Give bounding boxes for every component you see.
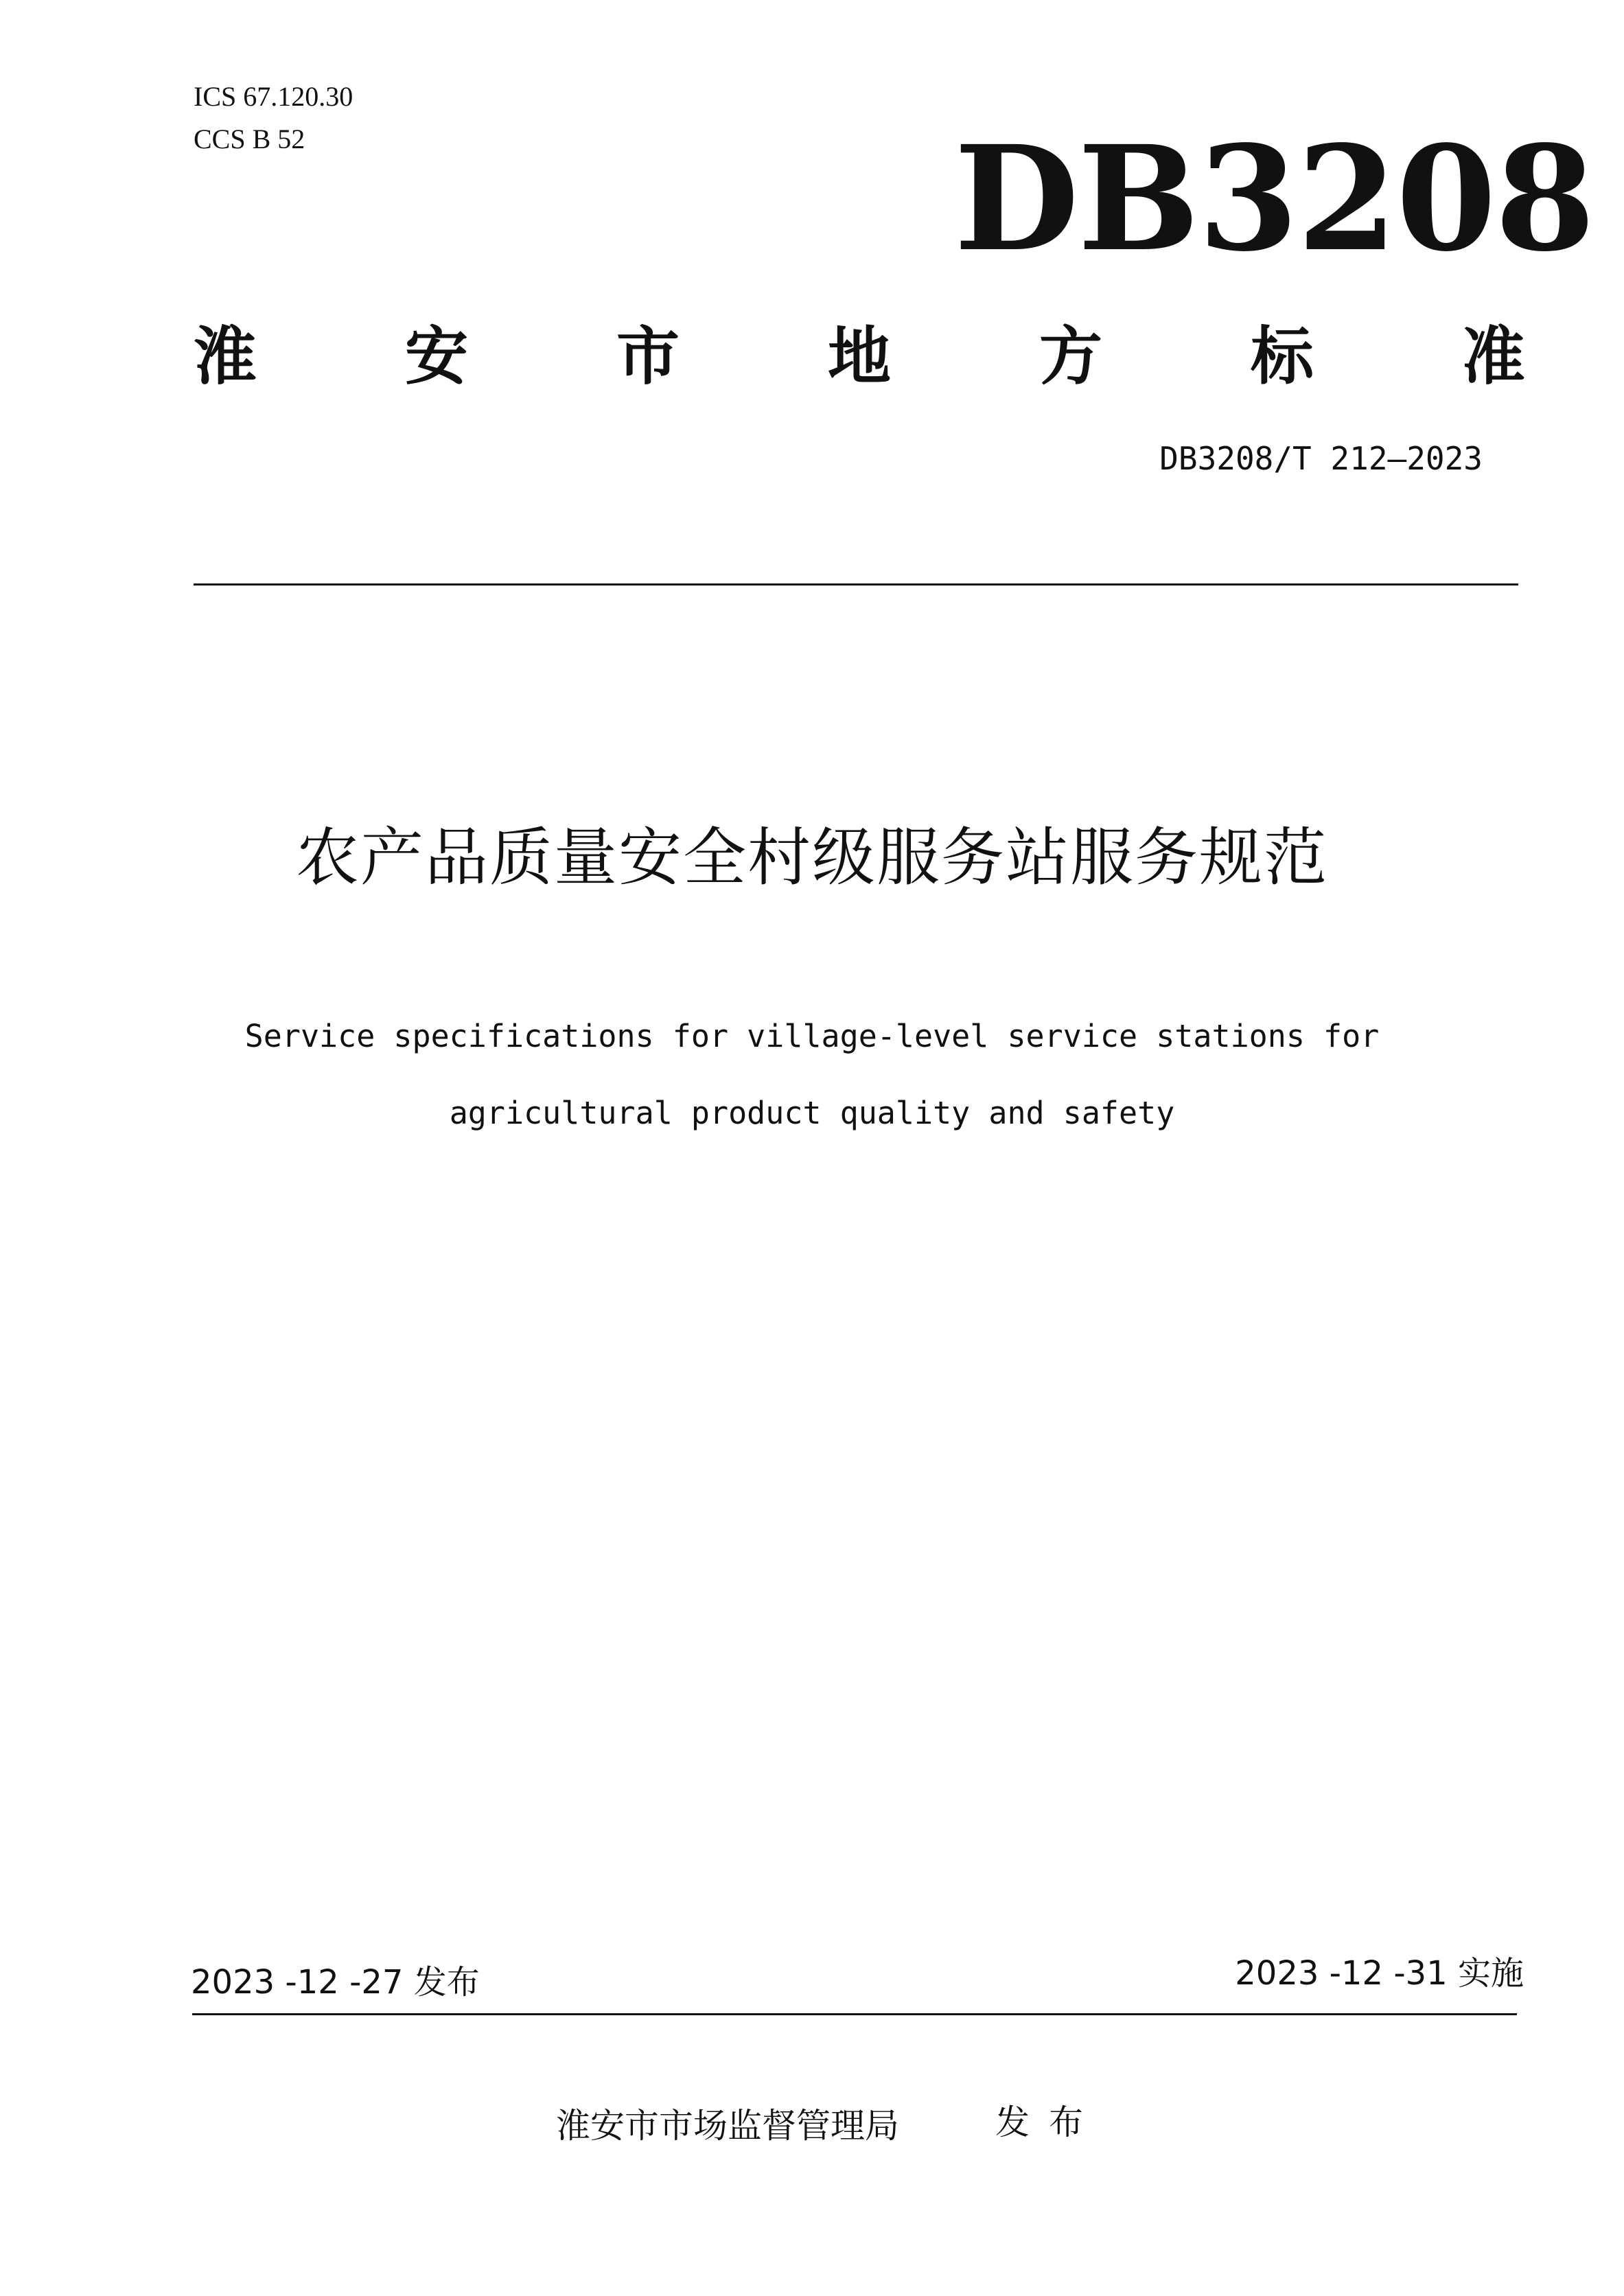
issuing-authority: 淮安市市场监督管理局 (556, 2106, 899, 2146)
issue-date: 2023 -12 -27 发布 (191, 1963, 480, 2002)
standard-type-char: 方 (1039, 320, 1102, 393)
implementation-date: 2023 -12 -31 实施 (1235, 1954, 1524, 1993)
standard-type-char: 安 (404, 320, 468, 393)
standard-type-title (194, 316, 1525, 398)
document-title-chinese: 农产品质量安全村级服务站服务规范 (295, 821, 1328, 894)
header-divider (194, 583, 1518, 585)
document-title-english-line-1: Service specifications for village-level service stations for (244, 1018, 1380, 1054)
standard-logo: DB3208 (954, 114, 1594, 283)
footer-divider (192, 2013, 1517, 2015)
issue-label: 发布 (995, 2102, 1102, 2142)
document-title-english-line-2: agricultural product quality and safety (449, 1095, 1175, 1131)
standard-type-char: 地 (827, 320, 891, 393)
standard-type-char: 淮 (194, 320, 257, 393)
ccs-code: CCS B 52 (194, 124, 305, 154)
standard-type-char: 市 (616, 320, 680, 393)
standard-number: DB3208/T 212—2023 (1159, 440, 1483, 477)
standard-type-char: 标 (1250, 320, 1314, 393)
standard-type-char: 准 (1461, 320, 1525, 393)
ics-code: ICS 67.120.30 (194, 81, 353, 112)
